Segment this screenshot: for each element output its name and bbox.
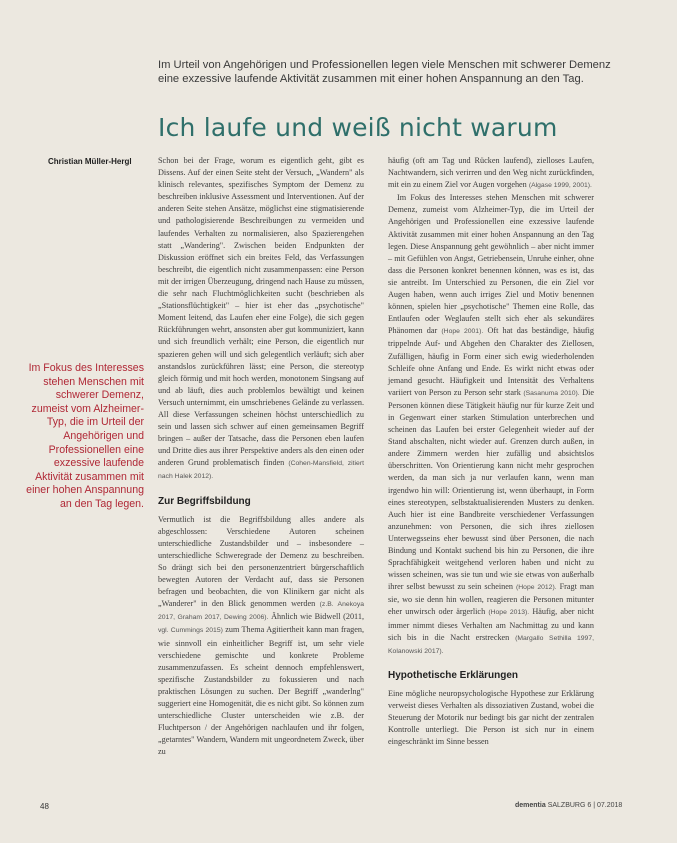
- citation: (Hope 2013).: [488, 609, 530, 617]
- citation: vgl. Cummings 2015): [158, 627, 223, 635]
- article-title: Ich laufe und weiß nicht warum: [158, 112, 558, 142]
- publication-name: dementia: [515, 802, 546, 809]
- text-column-right: [388, 155, 594, 805]
- citation: (z.B. Anekoya 2017, Graham 2017, Dewing 2006).: [158, 601, 365, 622]
- text-column-left: [158, 155, 364, 805]
- citation: (Sasanuma 2010).: [523, 389, 580, 397]
- citation: (Algase 1999, 2001).: [528, 182, 592, 190]
- issue-info: SALZBURG 6 | 07.2018: [547, 802, 623, 809]
- citation: (Hope 2012).: [516, 584, 557, 592]
- citation: (Margallo Sethilla 1997, Kolanowski 2017).: [388, 634, 594, 655]
- paragraph: Schon bei der Frage, worum es eigentlich geht, gibt es Dissens. Auf der einen Seite steht der Versuch, „Wandern" als klinisch relevantes, spezifisches Symptom der Demenz zu beschreiben inklusive Assessment und Interventionen. Auf der anderen Seite stehen Ansätze, möglichst eine stigmatisierende und pathologisierende Beschreibungen zu vermeiden und laufendes Verhalten zu normalisieren, also Spazierengehen statt „Wandering". Zwischen beiden Endpunkten der Diskussion eröffnet sich ein breites Feld, das Verfassungen beschreibt, die eigentlich nicht zusammenpassen: eine Person mit der irrigen Überzeugung, dringend nach Hause zu müssen, die sehr nach Fluchtmöglichkeiten sucht (beschrieben als „Stationsflüchtigkeit" – hier ist eher das „psychotische" Moment leitend, das Laufen eher eine Folge), die sich gegen Rückführungen wehrt, ansonsten aber gut kommuniziert, kann und sich freundlich verhält; eine Person, die eigentlich nur spazieren gehen will und sich gelegentlich verläuft; sich aber anstandslos zurückführen lässt; eine Person, die stereotyp gleich förmig und mit hoch werden, monotonem Singsang auf und ab läuft, dies auch problemlos bewältigt und keinen Versuch unternimmt, ein umschriebenes Gelände zu verlassen. All diese Verfassungen scheinen höchst unterschiedlich zu sein und lassen sich schwer auf einen gemeinsamen Begriff bringen – außer der Tatsache, dass die Personen eben laufen und Dritte dies aus ihrer Perspektive anders als den einen oder anderen Grund problematisch finden (Cohen-Mansfield, zitiert nach Halek 2012).: [158, 156, 364, 481]
- article-lead: Im Urteil von Angehörigen und Professionellen legen viele Menschen mit schwerer Demenz eine exzessive laufende Aktivität zusammen mit einer hohen Anspannung an den Tag.: [158, 59, 611, 85]
- paragraph: Vermutlich ist die Begriffsbildung alles andere als abgeschlossen: Verschiedene Autoren scheinen unterschiedliche Zustandsbilder und – insbesondere – unterschiedliche Schweregrade der Demenz zu beschreiben. So drängt sich bei den personenzentriert bürgerschaftlich bewegten Autoren der Verdacht auf, dass sie Personen befragen und beobachten, die von Klinikern gar nicht als „Wanderer" in den Blick genommen werden (z.B. Anekoya 2017, Graham 2017, Dewing 2006). Ähnlich wie Bidwell (2011, vgl. Cummings 2015) zum Thema Agitiertheit kann man fragen, wie sinnvoll ein einheitlicher Begriff ist, um sehr viele verschiedene gemischte und konkrete Probleme zusammenzufassen. Es scheint dennoch empfehlenswert, spezifische Zustandsbilder zu fokussieren und nach praktischen Lösungen zu suchen. Der Begriff „wanderlng" suggeriert eine Homogenität, die es nicht gibt. So können zum unterschiedliche Cluster unterscheiden wie z.B. der Fluchtperson / der Angehörigen nachlaufen und ihr folgen, „getarntes" Wandern, Wandern mit ungeordnetem Zweck, über zu: [158, 514, 365, 757]
- paragraph: häufig (oft am Tag und Rücken laufend), zielloses Laufen, Nachtwandern, sich verirren und den Weg nicht zurückfinden, mit ein zu einem Ziel vor Augen vorgehen (Algase 1999, 2001).: [388, 156, 594, 190]
- section-heading-begriffsbildung: Zur Begriffsbildung: [158, 495, 251, 507]
- paragraph: Im Fokus des Interesses stehen Menschen mit schwerer Demenz, zumeist vom Alzheimer-Typ, die im Urteil der Angehörigen und Professionellen eine exzessive laufende Aktivität zusammen mit einer hohen Anspannung an den Tag legen. Diese Anspannung geht gewöhnlich – aber nicht immer – mit Gefühlen von Angst, Getriebensein, Unruhe einher, ohne dass die Personen konkret benennen können, was es ist, das sie antreibt. Im Unterschied zu Personen, die ein Ziel vor Augen haben, wenn auch irriges Ziel und Motiv benennen können, spielen hier „psychotische" Themen eine Rolle, das Entlaufen oder Weglaufen stellt sich eher als sekundäres Phänomen dar (Hope 2001). Oft hat das beständige, häufig trippelnde Auf- und Abgehen den Charakter des Ziellosen, Zufälligen, häufig in Form einer sich ewig wiederholenden Schleife ohne Anfang und Ende. Es wirkt nicht etwas oder jemand gesucht. Häufigkeit und Intensität des Verhaltens variiert von Person zu Person sehr stark (Sasanuma 2010). Die Personen können diese Tätigkeit häufig nur für kurze Zeit und in Gegenwart einer starken Stimulation unterbrechen und scheinen das Laufen bei erster Gelegenheit wieder auf der Stand abschalten, nicht wieder auf. Grenzen durch außen, in andere Zimmern werden hier zufällig und absichtslos überschritten. Von Orientierung kann nicht mehr gesprochen werden, da man sich ja nur verlaufen kann, wenn man irgendwo hin will: Orientierung ist, wenn überhaupt, in Form eines stereotypen, selbstaktualisierenden Musters zu denken. Auch hier ist eine Bandbreite verschiedener Verfassungen anzunehmen: von Personen, die sich ihres ziellosen Unterwegsseins eher bewusst sind über Personen, die nach Bindung und Kontakt suchend bis hin zu Personen, die ihre Sprachfähigkeit weitgehend verloren haben und nicht zu wissen scheinen, was sie tun und wie sie etwas von außerhalb ihrer selbst bewusst zu sein scheinen (Hope 2012). Fragt man sie, wo sie denn hin wollen, reagieren die Personen mitunter eher unwirsch oder ärgerlich (Hope 2013). Häufig, aber nicht immer nimmt dieses Verhalten am Nachmittag zu und kann sich bis in die Nacht erstrecken (Margallo Sethilla 1997, Kolanowski 2017).: [388, 193, 595, 655]
- author-name: Christian Müller-Hergl: [48, 157, 132, 166]
- page-number: 48: [40, 802, 49, 811]
- citation: (Cohen-Mansfield, zitiert nach Halek 2012).: [158, 460, 364, 481]
- section-heading-hypothesen: Hypothetische Erklärungen: [388, 669, 519, 681]
- pull-quote: Im Fokus des Interesses stehen Menschen mit schwerer Demenz, zumeist vom Alzheimer-Typ, die im Urteil der Angehörigen und Professionellen eine exzessive laufende Aktivität zusammen mit einer hohen Anspannung an den Tag legen.: [26, 362, 144, 510]
- paragraph: Eine mögliche neuropsychologische Hypothese zur Erklärung verweist dieses Verhalten als dissoziativen Zustand, wobei die Steuerung der Motorik nur bedingt bis gar nicht der zentralen Kontrolle unterliegt. Die Person ist sich nur in einem eingeschränkt im Sinne bessen: [388, 688, 594, 747]
- publication-footer: [515, 802, 622, 809]
- citation: (Hope 2001).: [441, 328, 484, 336]
